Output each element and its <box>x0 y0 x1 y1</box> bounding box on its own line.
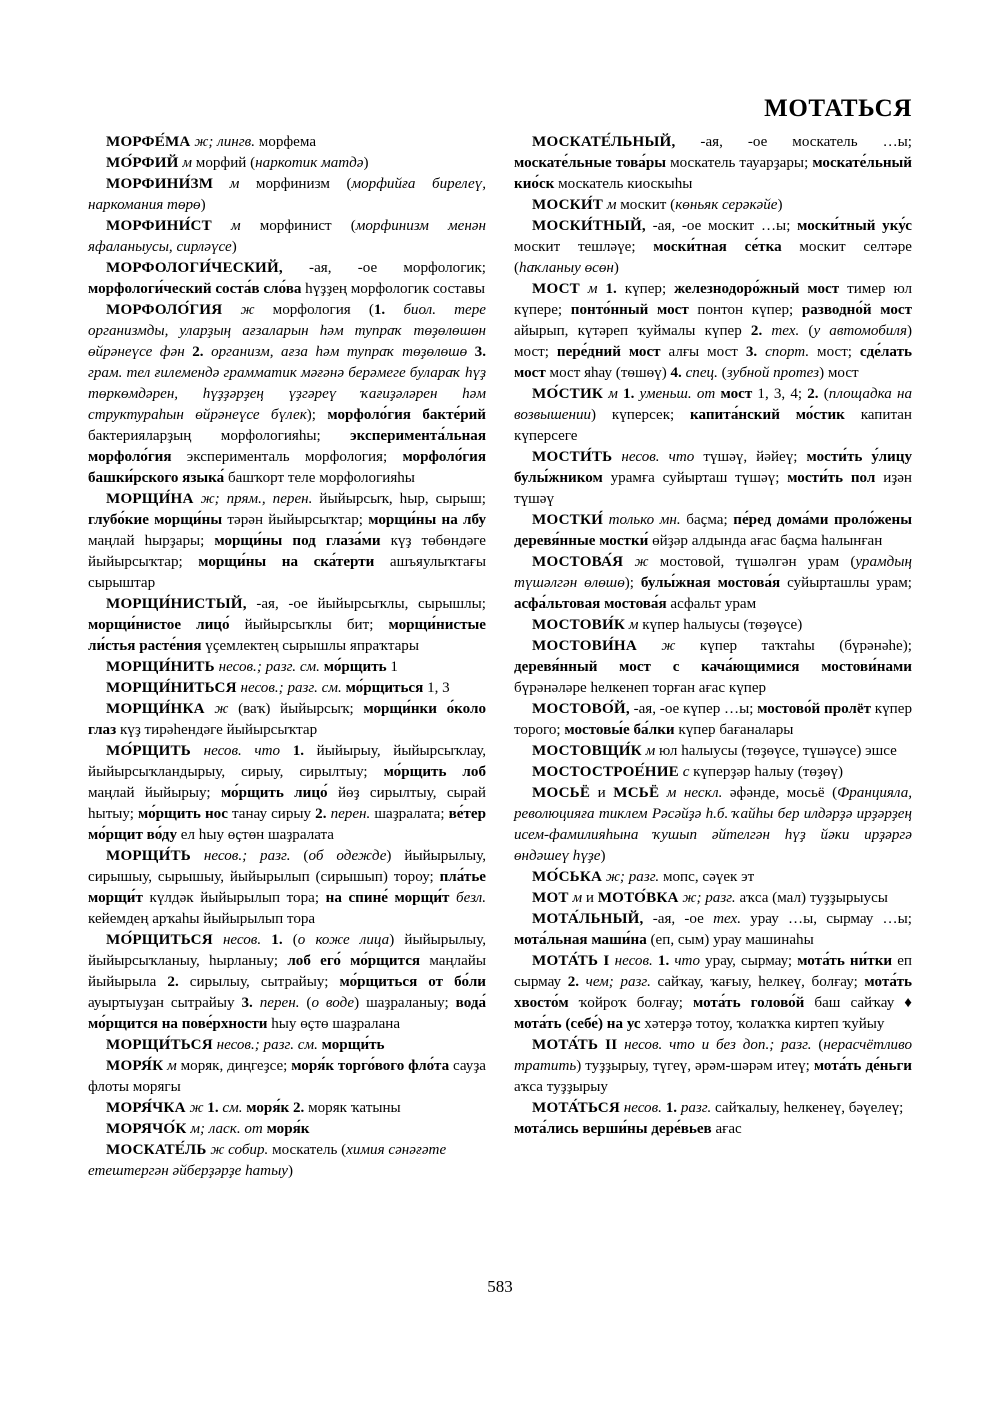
dictionary-entry: МОРЩИ́ТЬСЯ несов.; разг. см. морщи́ть <box>106 1037 385 1053</box>
dictionary-entry: МО́СЬКА ж; разг. мопс, сәүек эт <box>532 869 755 885</box>
dictionary-entry: МОСЬЁ и МСЬЁ м нескл. әфәнде, мосьё (Францияла, революцияға тиклем Рәсәйҙә һ.б. ҡайһы бер илдәрҙә ирҙәрҙең исем-фамилияһына ҡушып әйтелгән һүҙ йәки ирҙәргә өндәшеү һүҙе) <box>514 785 913 864</box>
dictionary-entry: МОРФЕ́МА ж; лингв. морфема <box>106 134 317 150</box>
page-number: 583 <box>487 1277 513 1296</box>
dictionary-entry: МОРЩИ́ТЬ несов.; разг. (об одежде) йыйырылыу, сирышыу, сырышыу, йыйырылып (сирышып) тороу; пла́тье морщи́т күлдәк йыйырылып тора; на спине́ морщи́т безл. кейемдең арҡаһы йыйырылып тора <box>88 848 486 927</box>
dictionary-entry: МОТ м и МОТО́ВКА ж; разг. аҡса (мал) туҙҙырыусы <box>532 890 888 906</box>
column-left <box>88 132 486 1262</box>
dictionary-entry: МО́РФИЙ м морфий (наркотик матдә) <box>106 155 369 171</box>
dictionary-entry: МОТА́ЛЬНЫЙ, -ая, -ое тех. урау …ы, сырмау …ы; мота́льная маши́на (еп, сым) урау машинаһы <box>514 911 912 948</box>
dictionary-entry: МОРФИНИ́СТ м морфинист (морфинизм менән яфаланыусы, сирләүсе) <box>88 218 486 255</box>
dictionary-entry: МОСТОВЩИ́К м юл һалыусы (төҙөүсе, түшәүсе) эшсе <box>532 743 897 759</box>
dictionary-entry: МО́СТИК м 1. уменьш. от мост 1, 3, 4; 2. (площадка на возвышении) күперсек; капита́нский мо́стик капитан күперсеге <box>514 386 913 444</box>
dictionary-entry: МОРЩИ́НКА ж (ваҡ) йыйырсыҡ; морщи́нки о́коло глаз күҙ тирәһендәге йыйырсыҡтар <box>88 701 487 738</box>
dictionary-entry: МОСТОВО́Й, -ая, -ое күпер …ы; мостово́й пролёт күпер торого; мостовы́е ба́лки күпер бағаналары <box>514 701 913 738</box>
dictionary-entry: МОРЯ́ЧКА ж 1. см. моря́к 2. моряк ҡатыны <box>106 1100 401 1116</box>
dictionary-entry: МОРЩИ́НИТЬ несов.; разг. см. мо́рщить 1 <box>106 659 398 675</box>
dictionary-entry: МОРФОЛО́ГИЯ ж морфология (1. биол. тере организмды, уларҙың ағзаларын һәм тупраҡ төҙөлөшөн өйрәнеүсе фән 2. организм, ағза һәм тупраҡ төҙөлөшө 3. грам. тел ғилемендә грамматик мәғәнә берәмеге булараҡ һүҙ төркөмдәрен, һүҙҙәрҙең үҙгәреү ҡағиҙәләрен һәм структураһын өйрәнеүсе бүлек); морфоло́гия бакте́рий бактерияларҙың морфологияһы; эксперимента́льная морфоло́гия эксперименталь морфология; морфоло́гия башки́рского языка́ башҡорт теле морфологияһы <box>88 302 487 486</box>
dictionary-entry: МОРФОЛОГИ́ЧЕСКИЙ, -ая, -ое морфологик; морфологи́ческий соста́в сло́ва һүҙҙең морфологик составы <box>88 260 486 297</box>
dictionary-entry: МОСКАТЕ́ЛЬ ж собир. москатель (химия сәнәғәте етештергән әйберҙәрҙе һатыу) <box>88 1142 447 1179</box>
dictionary-entry: МОРЯ́К м моряк, диңгеҙсе; моря́к торго́вого фло́та сауҙа флоты морягы <box>88 1058 486 1095</box>
dictionary-entry: МОРЩИ́НИТЬСЯ несов.; разг. см. мо́рщиться 1, 3 <box>106 680 450 696</box>
dictionary-entry: МОРФИНИ́ЗМ м морфинизм (морфийға бирелеү, наркомания төрө) <box>88 176 486 213</box>
dictionary-entry: МОСТОВИ́НА ж күпер таҡтаһы (бүрәнәһе); деревя́нный мост с кача́ющимися мостови́нами бүрәнәләре һелкенеп торған ағас күпер <box>514 638 912 696</box>
dictionary-entry: МОРЩИ́НИСТЫЙ, -ая, -ое йыйырсыҡлы, сырышлы; морщи́нистое лицо́ йыйырсыҡлы бит; морщи́нистые ли́стья расте́ния үҫемлектең сырышлы япраҡтары <box>88 596 486 654</box>
dictionary-entry: МОСКАТЕ́ЛЬНЫЙ, -ая, -ое москатель …ы; москате́льные това́ры москатель тауарҙары; москате́льный кио́ск москатель киоскыһы <box>514 134 913 192</box>
dictionary-entry: МО́РЩИТЬ несов. что 1. йыйырыу, йыйырсыҡлау, йыйырсыҡландырыу, сирыу, сирылтыу; мо́рщить лоб маңлай йыйырыу; мо́рщить лицо́ йөҙ сирылтыу, сырай һытыу; мо́рщить нос танау сирыу 2. перен. шаҙралата; ве́тер мо́рщит во́ду ел һыу өҫтөн шаҙралата <box>88 743 486 843</box>
dictionary-entry: МОРЩИ́НА ж; прям., перен. йыйырсыҡ, һыр, сырыш; глубо́кие морщи́ны тәрән йыйырсыҡтар; морщи́ны на лбу маңлай һырҙары; морщи́ны под глаза́ми күҙ төбөндәге йыйырсыҡтар; морщи́ны на ска́терти ашъяулыҡтағы сырыштар <box>88 491 487 591</box>
dictionary-entry: МОТА́ТЬСЯ несов. 1. разг. сайҡалыу, һелкенеү, бәүелеү; мота́лись верши́ны дере́вьев ағас <box>514 1100 904 1137</box>
running-head: МОТАТЬСЯ <box>764 95 912 122</box>
dictionary-entry: МОСТКИ́ только мн. баҫма; пе́ред дома́ми проло́жены деревя́нные мостки́ өйҙәр алдында ағас баҫма һалынған <box>514 512 912 549</box>
dictionary-entry: МОТА́ТЬ I несов. 1. что урау, сырмау; мота́ть ни́тки еп сырмау 2. чем; разг. сайҡау, ҡағыу, һелкеү, болғау; мота́ть хвосто́м ҡойроҡ болғау; мота́ть голово́й баш сайҡау ♦ мота́ть (себе́) на ус хәтерҙә тотоу, ҡолаҡҡа киртеп ҡуйыу <box>514 953 912 1032</box>
dictionary-entry: МОСТОВА́Я ж мостовой, түшәлгән урам (урамдың түшәлгән өлөшө); булы́жная мостова́я суйырташлы урам; асфа́льтовая мостова́я асфальт урам <box>514 554 912 612</box>
text-columns <box>88 132 912 1262</box>
dictionary-entry: МОСТОСТРОЕ́НИЕ с күперҙәр һалыу (төҙөү) <box>532 764 843 780</box>
column-right <box>514 132 912 1262</box>
dictionary-entry: МО́РЩИТЬСЯ несов. 1. (о коже лица) йыйырылыу, йыйырсыҡланыу, һырланыу; лоб его́ мо́рщится маңлайы йыйырыла 2. сирылыу, сытрайыу; мо́рщиться от бо́ли ауыртыуҙан сытрайыу 3. перен. (о воде) шаҙраланыу; вода́ мо́рщится на пове́рхности һыу өҫтө шаҙралана <box>88 932 487 1032</box>
dictionary-entry: МОСТОВИ́К м күпер һалыусы (төҙөүсе) <box>532 617 803 633</box>
dictionary-entry: МОСТ м 1. күпер; железнодоро́жный мост тимер юл күпере; понто́нный мост понтон күпер; разводно́й мост айырып, күтәреп ҡуймалы күпер 2. тех. (у автомобиля) мост; пере́дний мост алғы мост 3. спорт. мост; сде́лать мост мост яһау (төшөү) 4. спец. (зубной протез) мост <box>514 281 913 381</box>
dictionary-entry: МОТА́ТЬ II несов. что и без доп.; разг. (нерасчётливо тратить) туҙҙырыу, түгеү, әрәм-шәрәм итеү; мота́ть де́ньги аҡса туҙҙырыу <box>514 1037 913 1095</box>
dictionary-entry: МОСКИ́Т м москит (көньяк серәкәйе) <box>532 197 783 213</box>
dictionary-entry: МОСТИ́ТЬ несов. что түшәү, йәйеү; мости́ть у́лицу булы́жником урамға суйырташ түшәү; мости́ть пол иҙән түшәү <box>514 449 913 507</box>
dictionary-entry: МОРЯЧО́К м; ласк. от моря́к <box>106 1121 310 1137</box>
dictionary-entry: МОСКИ́ТНЫЙ, -ая, -ое москит …ы; моски́тный уку́с москит тешләүе; моски́тная се́тка москит селтәре (һаҡланыу өсөн) <box>514 218 912 276</box>
